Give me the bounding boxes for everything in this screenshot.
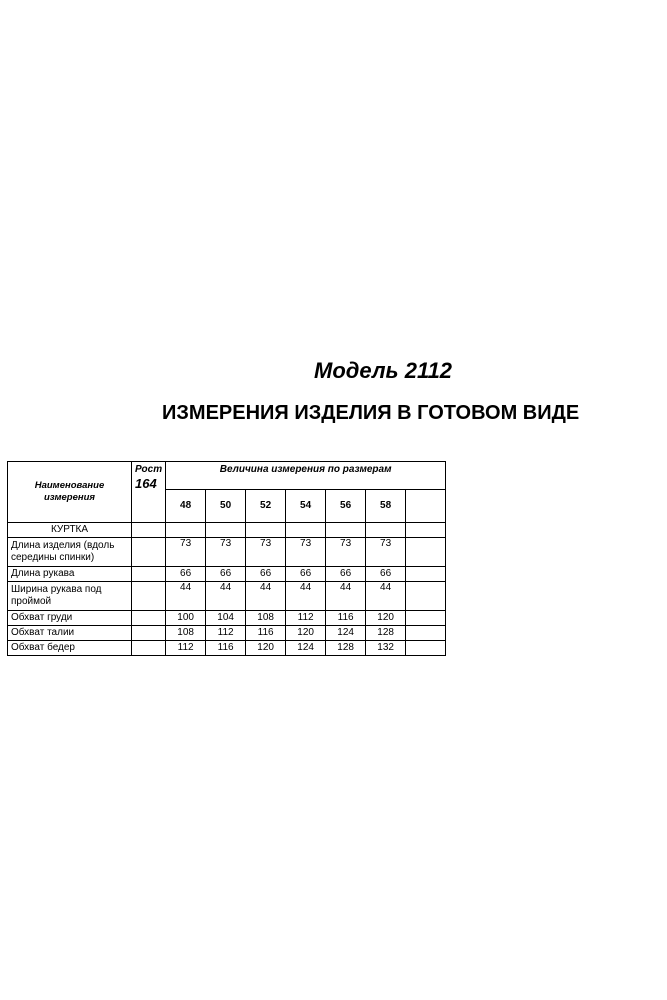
empty-cell — [406, 582, 446, 611]
value-cell: 112 — [206, 626, 246, 641]
value-cell: 44 — [246, 582, 286, 611]
table-header-row — [8, 462, 446, 490]
empty-cell — [406, 611, 446, 626]
empty-cell — [286, 523, 326, 538]
section-row — [8, 523, 446, 538]
empty-cell — [406, 538, 446, 567]
value-cell: 124 — [326, 626, 366, 641]
value-cell: 120 — [366, 611, 406, 626]
size-cell: 54 — [286, 490, 326, 523]
value-cell: 73 — [286, 538, 326, 567]
value-cell: 128 — [326, 641, 366, 656]
value-cell: 44 — [366, 582, 406, 611]
value-cell: 124 — [286, 641, 326, 656]
value-cell: 116 — [326, 611, 366, 626]
name-header: Наименование измерения — [8, 462, 132, 523]
section-label: КУРТКА — [8, 523, 132, 538]
empty-cell — [132, 582, 166, 611]
value-cell: 120 — [286, 626, 326, 641]
value-cell: 73 — [326, 538, 366, 567]
value-cell: 66 — [326, 567, 366, 582]
value-cell: 73 — [166, 538, 206, 567]
value-cell: 112 — [166, 641, 206, 656]
empty-cell — [366, 523, 406, 538]
empty-cell — [132, 538, 166, 567]
table-row — [8, 582, 446, 611]
empty-cell — [132, 641, 166, 656]
table-row — [8, 611, 446, 626]
value-cell: 116 — [246, 626, 286, 641]
empty-cell — [406, 641, 446, 656]
measurement-label: Обхват талии — [8, 626, 132, 641]
height-header — [132, 462, 166, 523]
table-row — [8, 641, 446, 656]
empty-cell — [326, 523, 366, 538]
empty-cell — [132, 611, 166, 626]
value-cell: 44 — [286, 582, 326, 611]
value-cell: 128 — [366, 626, 406, 641]
value-cell: 66 — [206, 567, 246, 582]
empty-cell — [206, 523, 246, 538]
table-row — [8, 626, 446, 641]
empty-cell — [406, 567, 446, 582]
value-cell: 132 — [366, 641, 406, 656]
empty-cell — [406, 626, 446, 641]
size-measurements-table — [7, 461, 446, 656]
size-cell: 52 — [246, 490, 286, 523]
measurement-label: Обхват груди — [8, 611, 132, 626]
measurement-label: Обхват бедер — [8, 641, 132, 656]
model-title: Модель 2112 — [314, 358, 453, 383]
value-cell: 66 — [366, 567, 406, 582]
value-cell: 104 — [206, 611, 246, 626]
value-cell: 66 — [166, 567, 206, 582]
value-cell: 73 — [246, 538, 286, 567]
value-cell: 108 — [166, 626, 206, 641]
value-cell: 66 — [246, 567, 286, 582]
empty-cell — [166, 523, 206, 538]
size-cell: 58 — [366, 490, 406, 523]
sizes-header: Величина измерения по размерам — [166, 462, 446, 490]
value-cell: 66 — [286, 567, 326, 582]
empty-cell — [406, 490, 446, 523]
height-value: 164 — [135, 476, 157, 491]
value-cell: 108 — [246, 611, 286, 626]
value-cell: 73 — [206, 538, 246, 567]
empty-cell — [246, 523, 286, 538]
value-cell: 112 — [286, 611, 326, 626]
value-cell: 120 — [246, 641, 286, 656]
table-row — [8, 538, 446, 567]
empty-cell — [132, 626, 166, 641]
value-cell: 116 — [206, 641, 246, 656]
table-row — [8, 567, 446, 582]
value-cell: 44 — [326, 582, 366, 611]
value-cell: 73 — [366, 538, 406, 567]
size-cell: 48 — [166, 490, 206, 523]
measurement-label: Ширина рукава под проймой — [8, 582, 132, 611]
measurement-label: Длина изделия (вдоль середины спинки) — [8, 538, 132, 567]
height-label: Рост — [135, 464, 163, 475]
empty-cell — [406, 523, 446, 538]
value-cell: 100 — [166, 611, 206, 626]
page-title: ИЗМЕРЕНИЯ ИЗДЕЛИЯ В ГОТОВОМ ВИДЕ — [162, 402, 580, 424]
measurement-label: Длина рукава — [8, 567, 132, 582]
size-cell: 50 — [206, 490, 246, 523]
size-cell: 56 — [326, 490, 366, 523]
empty-cell — [132, 523, 166, 538]
empty-cell — [132, 567, 166, 582]
value-cell: 44 — [166, 582, 206, 611]
value-cell: 44 — [206, 582, 246, 611]
